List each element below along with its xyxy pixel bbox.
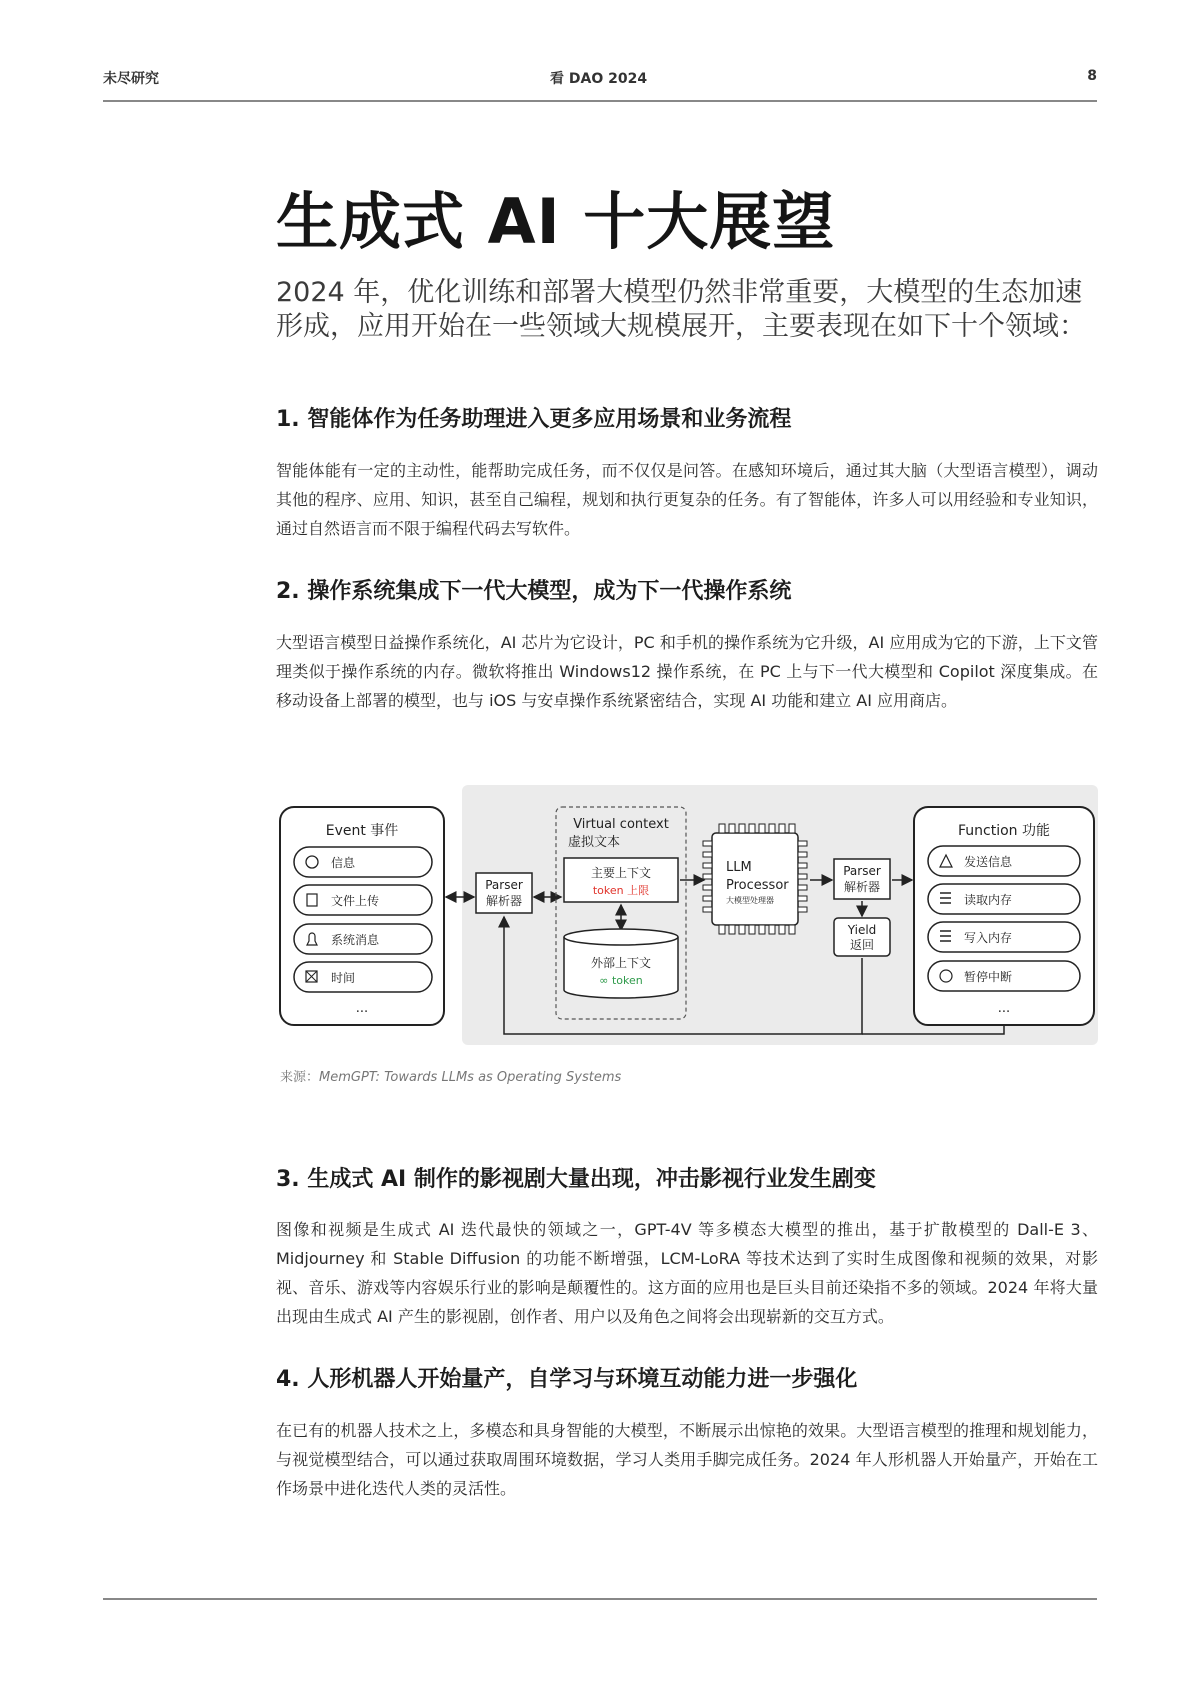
svg-text:Parser: Parser (843, 864, 881, 878)
function-item (928, 961, 1080, 991)
memgpt-diagram (276, 785, 1098, 1045)
chip-pin (779, 824, 785, 833)
chip-pin (789, 824, 795, 833)
svg-text:外部上下文: 外部上下文 (590, 956, 652, 970)
chip-pin (789, 925, 795, 934)
chip-pin (729, 925, 735, 934)
section-4-heading: 4. 人形机器人开始量产，自学习与环境互动能力进一步强化 (276, 1367, 858, 1392)
svg-text:LLM: LLM (726, 860, 752, 875)
section-3-heading: 3. 生成式 AI 制作的影视剧大量出现，冲击影视行业发生剧变 (276, 1167, 876, 1192)
svg-text:系统消息: 系统消息 (331, 933, 380, 947)
chip-pin (798, 885, 807, 890)
chip-pin (798, 841, 807, 846)
chip-pin (739, 925, 745, 934)
function-item (928, 846, 1080, 876)
chip-pin (703, 852, 712, 857)
function-item (928, 922, 1080, 952)
token-limit-label: token 上限 (592, 884, 650, 897)
svg-text:信息: 信息 (331, 856, 356, 870)
chip-pin (703, 841, 712, 846)
section-4-body: 在已有的机器人技术之上，多模态和具身智能的大模型，不断展示出惊艳的效果。大型语言模型的推理和规划能力，与视觉模型结合，可以通过获取周围环境数据，学习人类用手脚完成任务。2024 年人形机器人开始量产，开始在工作场景中进化迭代人类的灵活性。 (276, 1421, 1098, 1498)
section-2-heading: 2. 操作系统集成下一代大模型，成为下一代操作系统 (276, 579, 792, 604)
svg-text:时间: 时间 (331, 971, 356, 985)
chip-pin (703, 896, 712, 901)
svg-text:Yield: Yield (847, 923, 877, 937)
svg-text:Virtual context: Virtual context (573, 817, 669, 832)
svg-text:暂停中断: 暂停中断 (964, 970, 1013, 984)
svg-text:Parser: Parser (485, 878, 523, 892)
infinite-token-label: ∞ token (599, 974, 643, 987)
svg-text:虚拟文本: 虚拟文本 (568, 835, 621, 850)
svg-text:解析器: 解析器 (485, 894, 523, 908)
chip-pin (703, 874, 712, 879)
caption-source: MemGPT: Towards LLMs as Operating Systems (319, 1070, 622, 1085)
section-1-heading: 1. 智能体作为任务助理进入更多应用场景和业务流程 (276, 407, 792, 432)
chip-pin (703, 863, 712, 868)
event-title: Event 事件 (325, 823, 399, 839)
chip-pin (703, 907, 712, 912)
svg-text:写入内存: 写入内存 (964, 931, 1013, 945)
section-2-body: 大型语言模型日益操作系统化，AI 芯片为它设计，PC 和手机的操作系统为它升级，AI 应用成为它的下游，上下文管理类似于操作系统的内存。微软将推出 Windows12 操作系统，在 PC 上与下一代大模型和 Copilot 深度集成。在移动设备上部署的模型，也与 iOS 与安卓操作系统紧密结合，实现 AI 功能和建立 AI 应用商店。 (276, 633, 1098, 710)
chip-pin (798, 907, 807, 912)
event-item (294, 924, 432, 954)
svg-text:读取内存: 读取内存 (964, 893, 1013, 907)
page-title: 生成式 AI 十大展望 (276, 185, 836, 258)
chip-pin (759, 925, 765, 934)
chip-pin (749, 824, 755, 833)
svg-text:大模型处理器: 大模型处理器 (726, 896, 774, 905)
chip-pin (703, 885, 712, 890)
page-number: 8 (1087, 68, 1097, 84)
event-item (294, 885, 432, 915)
chip-pin (739, 824, 745, 833)
chip-pin (719, 925, 725, 934)
function-title: Function 功能 (958, 823, 1050, 839)
figure-caption: 来源：MemGPT: Towards LLMs as Operating Systems (280, 1070, 622, 1085)
section-1-body: 智能体能有一定的主动性，能帮助完成任务，而不仅仅是问答。在感知环境后，通过其大脑（大型语言模型），调动其他的程序、应用、知识，甚至自己编程，规划和执行更复杂的任务。有了智能体，许多人可以用经验和专业知识，通过自然语言而不限于编程代码去写软件。 (276, 461, 1098, 538)
event-item (294, 847, 432, 877)
chip-pin (749, 925, 755, 934)
event-item (294, 962, 432, 992)
section-3-body: 图像和视频是生成式 AI 迭代最快的领域之一，GPT-4V 等多模态大模型的推出，基于扩散模型的 Dall-E 3、Midjourney 和 Stable Diffusion 的功能不断增强，LCM-LoRA 等技术达到了实时生成图像和视频的效果，对影视、音乐、游戏等内容娱乐行业的影响是颠覆性的。这方面的应用也是巨头目前还染指不多的领域。2024 年将大量出现由生成式 AI 产生的影视剧，创作者、用户以及角色之间将会出现崭新的交互方式。 (276, 1220, 1098, 1326)
svg-text:Processor: Processor (726, 878, 789, 893)
function-panel (914, 807, 1094, 1025)
chip-pin (759, 824, 765, 833)
svg-text:主要上下文: 主要上下文 (590, 866, 652, 880)
svg-text:发送信息: 发送信息 (964, 855, 1013, 869)
function-item (928, 884, 1080, 914)
chip-pin (719, 824, 725, 833)
chip-pin (798, 874, 807, 879)
svg-text:解析器: 解析器 (843, 880, 881, 894)
chip-pin (798, 863, 807, 868)
chip-pin (798, 852, 807, 857)
chip-pin (769, 824, 775, 833)
chip-pin (798, 896, 807, 901)
event-ellipsis: ··· (355, 1005, 369, 1020)
header-org: 未尽研究 (103, 71, 159, 87)
function-ellipsis: ··· (997, 1005, 1011, 1020)
svg-text:文件上传: 文件上传 (331, 894, 380, 908)
header-divider (103, 100, 1097, 102)
chip-pin (729, 824, 735, 833)
lead-paragraph: 2024 年，优化训练和部署大模型仍然非常重要，大模型的生态加速形成，应用开始在一些领域大规模展开，主要表现在如下十个领域： (276, 277, 1086, 342)
chip-pin (779, 925, 785, 934)
footer-divider (103, 1598, 1097, 1600)
header-report-title: 看 DAO 2024 (550, 71, 648, 87)
chip-pin (769, 925, 775, 934)
svg-text:返回: 返回 (849, 938, 875, 952)
